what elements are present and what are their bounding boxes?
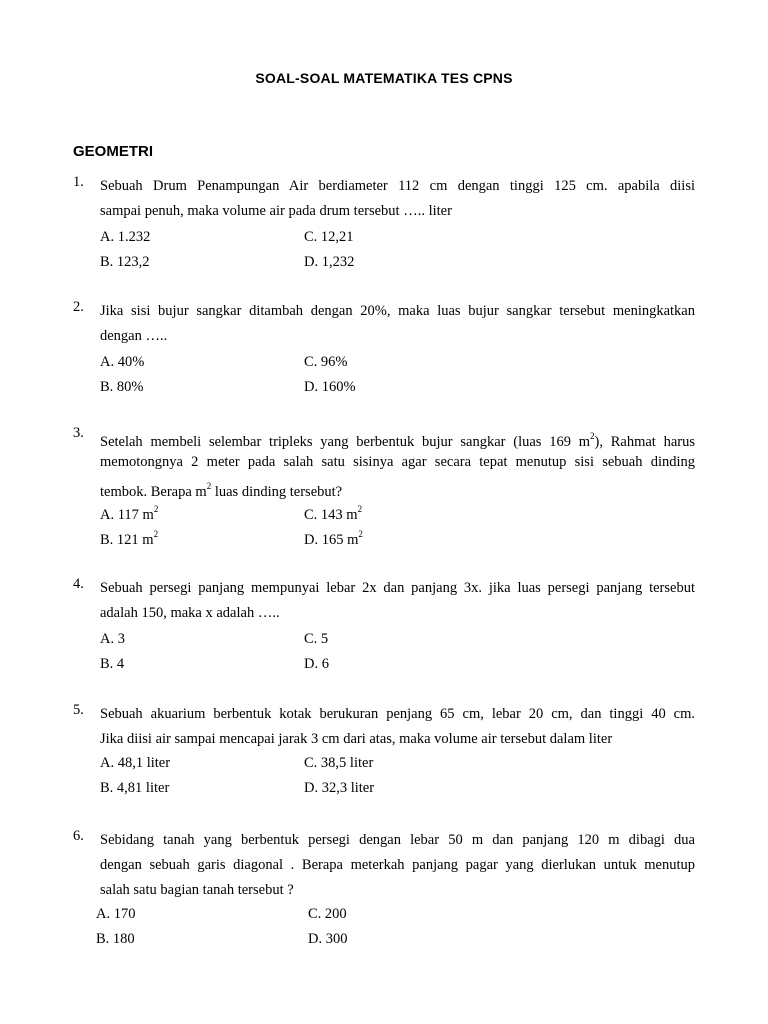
option-a: A. 3 xyxy=(100,631,125,647)
option-b: B. 4,81 liter xyxy=(100,780,170,796)
question-line xyxy=(100,475,695,500)
option-text: B. 121 m xyxy=(100,531,154,548)
text-part: tembok. Berapa m xyxy=(100,483,207,500)
question-number: 3. xyxy=(73,425,84,441)
option-b: B. 4 xyxy=(100,656,125,672)
option-c: C. 38,5 liter xyxy=(304,755,374,771)
question-line: Sebuah akuarium berbentuk kotak berukuran penjang 65 cm, lebar 20 cm, dan tinggi 40 cm. xyxy=(100,706,695,722)
question-text xyxy=(100,702,695,752)
superscript: 2 xyxy=(153,504,159,514)
option-a: A. 40% xyxy=(100,354,145,370)
question-line: dengan sebuah garis diagonal . Berapa meterkah panjang pagar yang dierlukan untuk menutup xyxy=(100,857,695,873)
question-number: 2. xyxy=(73,299,84,315)
question-number: 5. xyxy=(73,702,84,718)
question-text xyxy=(100,828,695,903)
option-d xyxy=(304,530,363,549)
option-c: C. 200 xyxy=(308,906,347,922)
question-line: Sebidang tanah yang berbentuk persegi dengan lebar 50 m dan panjang 120 m dibagi dua xyxy=(100,832,695,848)
option-d: D. 6 xyxy=(304,656,329,672)
superscript: 2 xyxy=(358,529,363,539)
question-number: 4. xyxy=(73,576,84,592)
question-line: Jika sisi bujur sangkar ditambah dengan 20%, maka luas bujur sangkar tersebut meningkatkan xyxy=(100,303,695,319)
question-line: Sebuah persegi panjang mempunyai lebar 2x dan panjang 3x. jika luas persegi panjang tersebut xyxy=(100,580,695,596)
option-c xyxy=(304,505,362,524)
text-part: Setelah membeli selembar tripleks yang berbentuk bujur sangkar (luas 169 m xyxy=(100,433,590,450)
option-d: D. 160% xyxy=(304,379,356,395)
option-c: C. 96% xyxy=(304,354,348,370)
question-line: Sebuah Drum Penampungan Air berdiameter 112 cm dengan tinggi 125 cm. apabila diisi xyxy=(100,178,695,194)
text-part: luas dinding tersebut? xyxy=(211,483,343,500)
question-line: memotongnya 2 meter pada salah satu sisinya agar secara tepat menutup sisi sebuah dinding xyxy=(100,454,695,470)
option-a: A. 48,1 liter xyxy=(100,755,171,771)
question-line xyxy=(100,425,695,450)
option-text: D. 165 m xyxy=(304,531,359,548)
option-text: C. 143 m xyxy=(304,506,358,523)
question-number: 1. xyxy=(73,174,84,190)
superscript: 2 xyxy=(590,431,595,441)
question-text xyxy=(100,425,695,500)
option-c: C. 5 xyxy=(304,631,329,647)
option-a xyxy=(100,505,158,524)
option-text: A. 117 m xyxy=(100,506,154,523)
option-b xyxy=(100,530,158,549)
question-line: dengan ….. xyxy=(100,328,168,344)
option-c: C. 12,21 xyxy=(304,229,354,245)
question-text xyxy=(100,576,695,626)
question-text xyxy=(100,299,695,349)
question-line: Jika diisi air sampai mencapai jarak 3 cm dari atas, maka volume air tersebut dalam liter xyxy=(100,731,613,747)
text-part: ), Rahmat harus xyxy=(594,433,695,450)
option-b: B. 180 xyxy=(96,931,135,947)
option-b: B. 123,2 xyxy=(100,254,150,270)
question-line: adalah 150, maka x adalah ….. xyxy=(100,605,280,621)
option-b: B. 80% xyxy=(100,379,144,395)
question-line: salah satu bagian tanah tersebut ? xyxy=(100,882,294,898)
question-text xyxy=(100,174,695,224)
option-d: D. 1,232 xyxy=(304,254,355,270)
page-title: SOAL-SOAL MATEMATIKA TES CPNS xyxy=(255,70,513,86)
option-d: D. 32,3 liter xyxy=(304,780,375,796)
option-d: D. 300 xyxy=(308,931,348,947)
superscript: 2 xyxy=(357,504,363,514)
question-line: sampai penuh, maka volume air pada drum tersebut ….. liter xyxy=(100,203,452,219)
option-a: A. 1.232 xyxy=(100,229,151,245)
question-number: 6. xyxy=(73,828,84,844)
option-a: A. 170 xyxy=(96,906,136,922)
section-heading: GEOMETRI xyxy=(73,143,154,160)
superscript: 2 xyxy=(206,481,212,491)
superscript: 2 xyxy=(153,529,159,539)
